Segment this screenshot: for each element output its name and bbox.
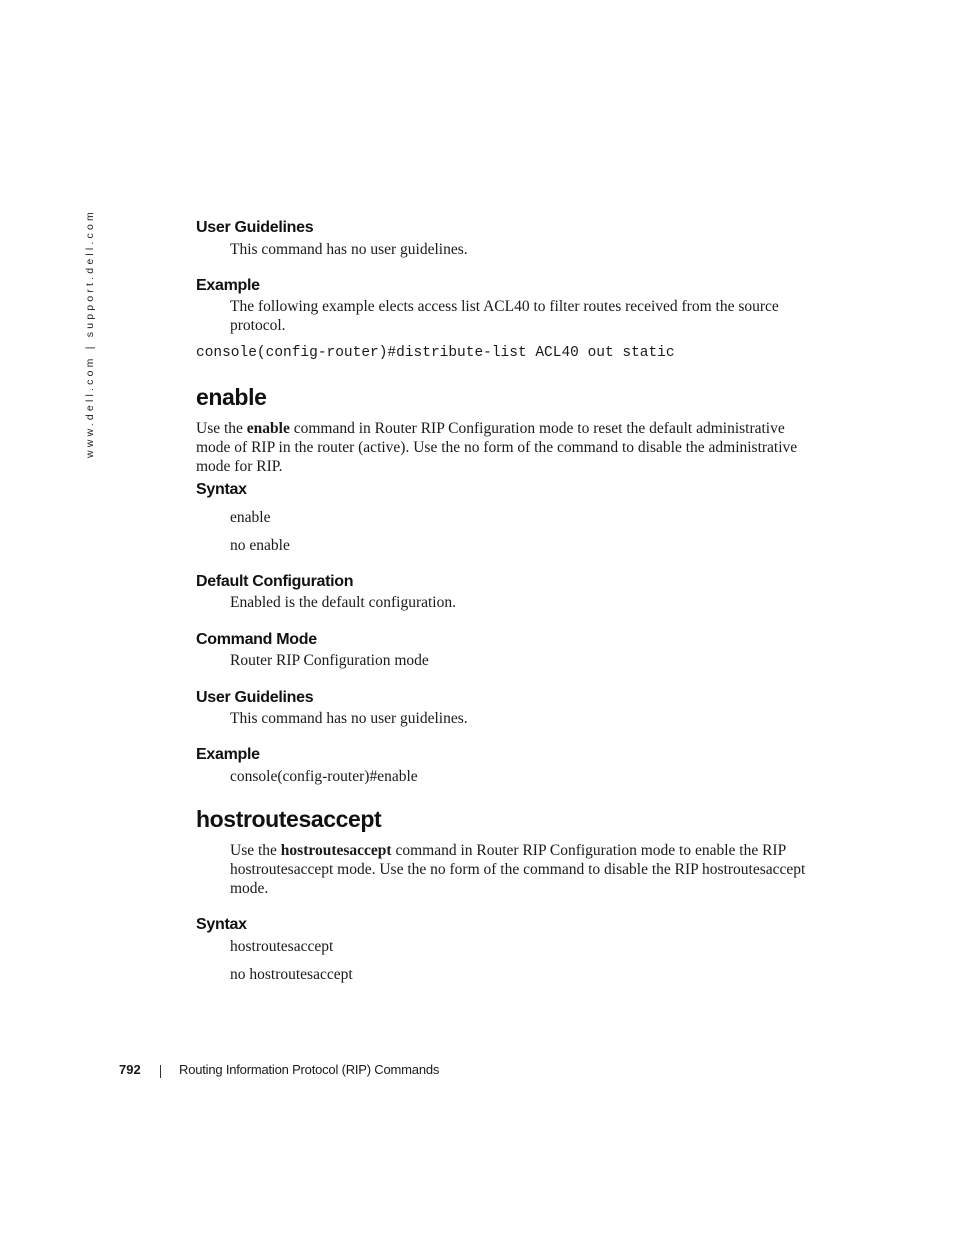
- enable-desc-bold: enable: [246, 420, 290, 437]
- enable-desc-post: command in Router RIP Configuration mode to reset the default administrative mode of RIP in the router (active). Use the no form of the command to disable the administrative mode for RIP.: [196, 420, 798, 475]
- enable-mode-text: Router RIP Configuration mode: [230, 652, 429, 669]
- enable-default-text: Enabled is the default configuration.: [230, 594, 456, 611]
- example-description: The following example elects access list ACL40 to filter routes received from the source protocol.: [230, 298, 779, 334]
- enable-title: enable: [196, 384, 267, 410]
- footer-separator: [160, 1065, 161, 1078]
- user-guidelines-text: This command has no user guidelines.: [230, 241, 468, 258]
- hostroutesaccept-desc-post: command in Router RIP Configuration mode to enable the RIP hostroutesaccept mode. Use the no form of the command to disable the RIP hostroutesaccept mode.: [230, 842, 806, 897]
- hostroutesaccept-title: hostroutesaccept: [196, 806, 382, 832]
- example-code: console(config-router)#distribute-list ACL40 out static: [196, 345, 675, 361]
- user-guidelines-heading: User Guidelines: [196, 219, 314, 236]
- chapter-title: Routing Information Protocol (RIP) Commands: [179, 1062, 440, 1077]
- hostroutesaccept-syntax-heading: Syntax: [196, 916, 247, 933]
- hostroutesaccept-desc-pre: Use the: [230, 842, 281, 859]
- enable-syntax-2: no enable: [230, 537, 290, 554]
- enable-guidelines-heading: User Guidelines: [196, 689, 314, 706]
- enable-example-text: console(config-router)#enable: [230, 768, 418, 785]
- hostroutesaccept-desc-bold: hostroutesaccept: [280, 842, 392, 859]
- hostroutesaccept-description: [230, 841, 810, 898]
- enable-mode-heading: Command Mode: [196, 631, 317, 648]
- example-heading: Example: [196, 277, 260, 294]
- enable-guidelines-text: This command has no user guidelines.: [230, 710, 468, 727]
- enable-syntax-heading: Syntax: [196, 481, 247, 498]
- enable-desc-pre: Use the: [196, 420, 247, 437]
- enable-default-heading: Default Configuration: [196, 573, 354, 590]
- hostroutesaccept-syntax-1: hostroutesaccept: [230, 938, 334, 955]
- enable-example-heading: Example: [196, 746, 260, 763]
- enable-description: [196, 419, 816, 476]
- hostroutesaccept-syntax-2: no hostroutesaccept: [230, 966, 353, 983]
- side-url: www.dell.com | support.dell.com: [84, 209, 96, 458]
- enable-syntax-1: enable: [230, 509, 271, 526]
- page-number: 792: [119, 1062, 141, 1077]
